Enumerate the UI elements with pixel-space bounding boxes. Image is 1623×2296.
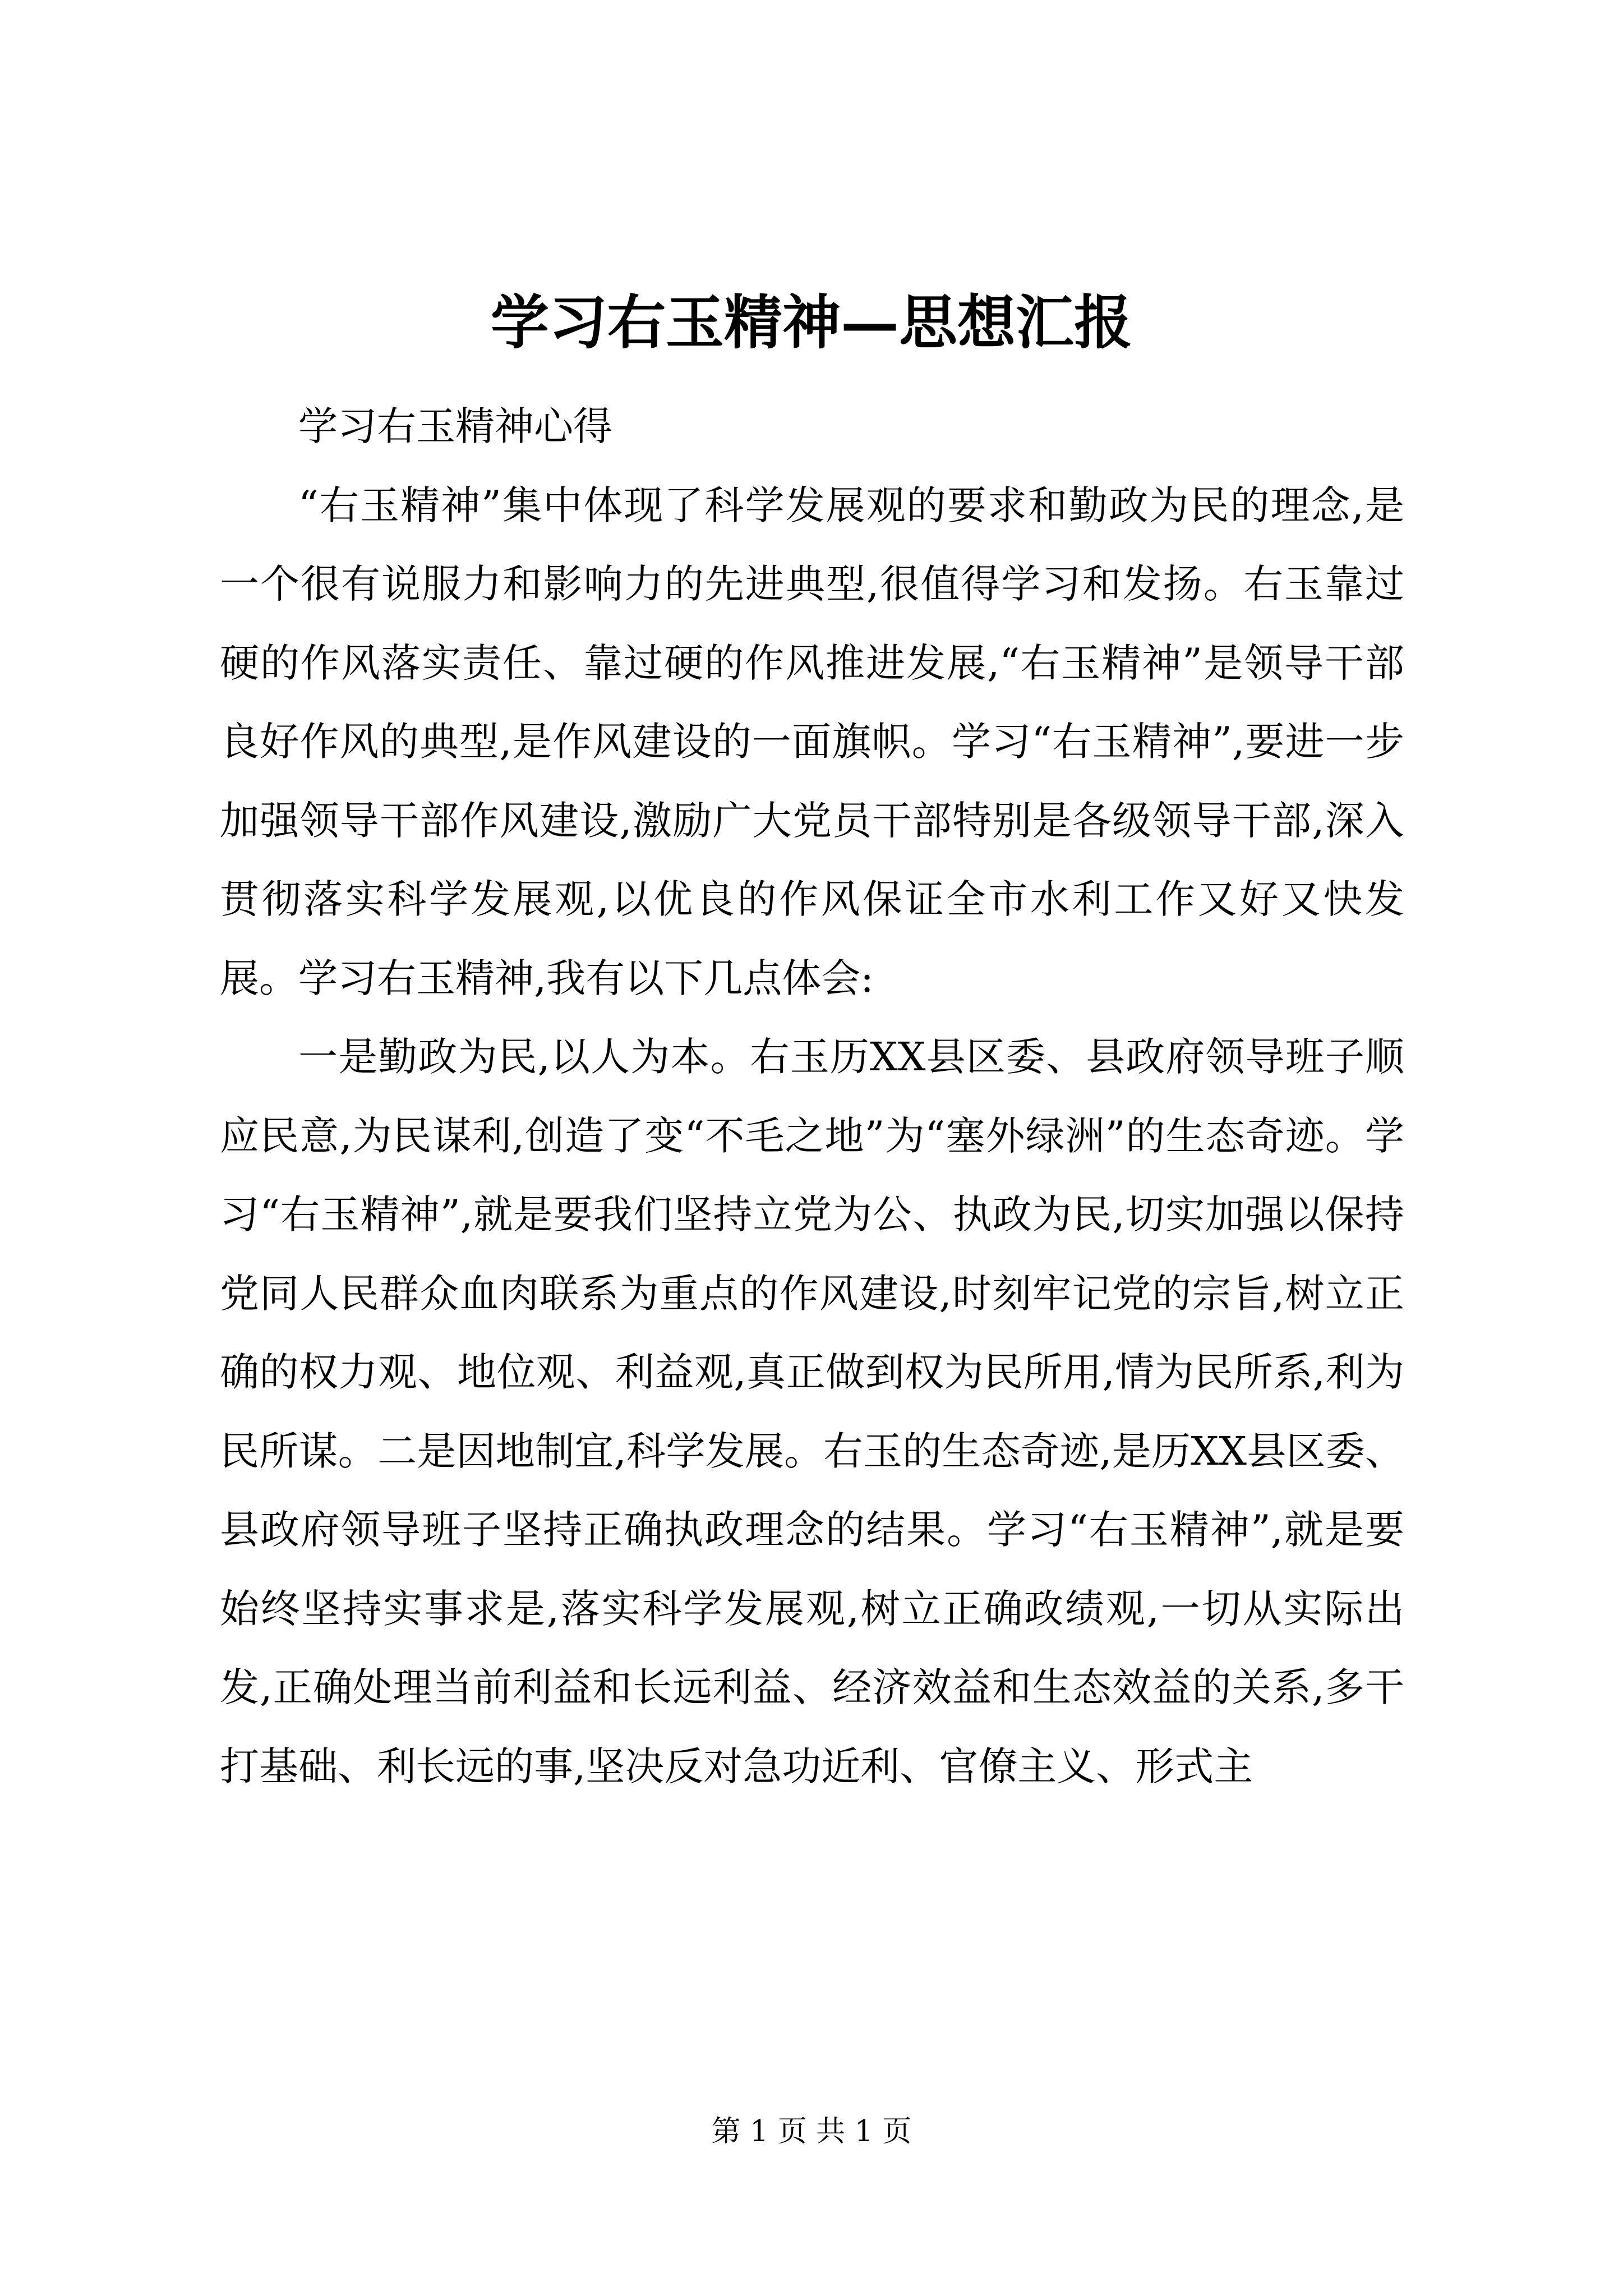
document-body <box>220 387 1404 1806</box>
body-paragraph: 一是勤政为民,以人为本。右玉历XX县区委、县政府领导班子顺应民意,为民谋利,创造了变“不毛之地”为“塞外绿洲”的生态奇迹。学习“右玉精神”,就是要我们坚持立党为公、执政为民,切实加强以保持党同人民群众血肉联系为重点的作风建设,时刻牢记党的宗旨,树立正确的权力观、地位观、利益观,真正做到权为民所用,情为民所系,利为民所谋。二是因地制宜,科学发展。右玉的生态奇迹,是历XX县区委、县政府领导班子坚持正确执政理念的结果。学习“右玉精神”,就是要始终坚持实事求是,落实科学发展观,树立正确政绩观,一切从实际出发,正确处理当前利益和长远利益、经济效益和生态效益的关系,多干打基础、利长远的事,坚决反对急功近利、官僚主义、形式主 <box>220 1034 1404 1789</box>
document-title: 学习右玉精神—思想汇报 <box>490 288 1132 357</box>
body-paragraph: “右玉精神”集中体现了科学发展观的要求和勤政为民的理念,是一个很有说服力和影响力的先进典型,很值得学习和发扬。右玉靠过硬的作风落实责任、靠过硬的作风推进发展,“右玉精神”是领导干部良好作风的典型,是作风建设的一面旗帜。学习“右玉精神”,要进一步加强领导干部作风建设,激励广大党员干部特别是各级领导干部,深入贯彻落实科学发展观,以优良的作风保证全市水利工作又好又快发展。学习右玉精神,我有以下几点体会: <box>220 482 1404 1001</box>
page-footer: 第 1 页 共 1 页 <box>711 2115 912 2148</box>
subtitle-paragraph: 学习右玉精神心得 <box>298 403 612 449</box>
